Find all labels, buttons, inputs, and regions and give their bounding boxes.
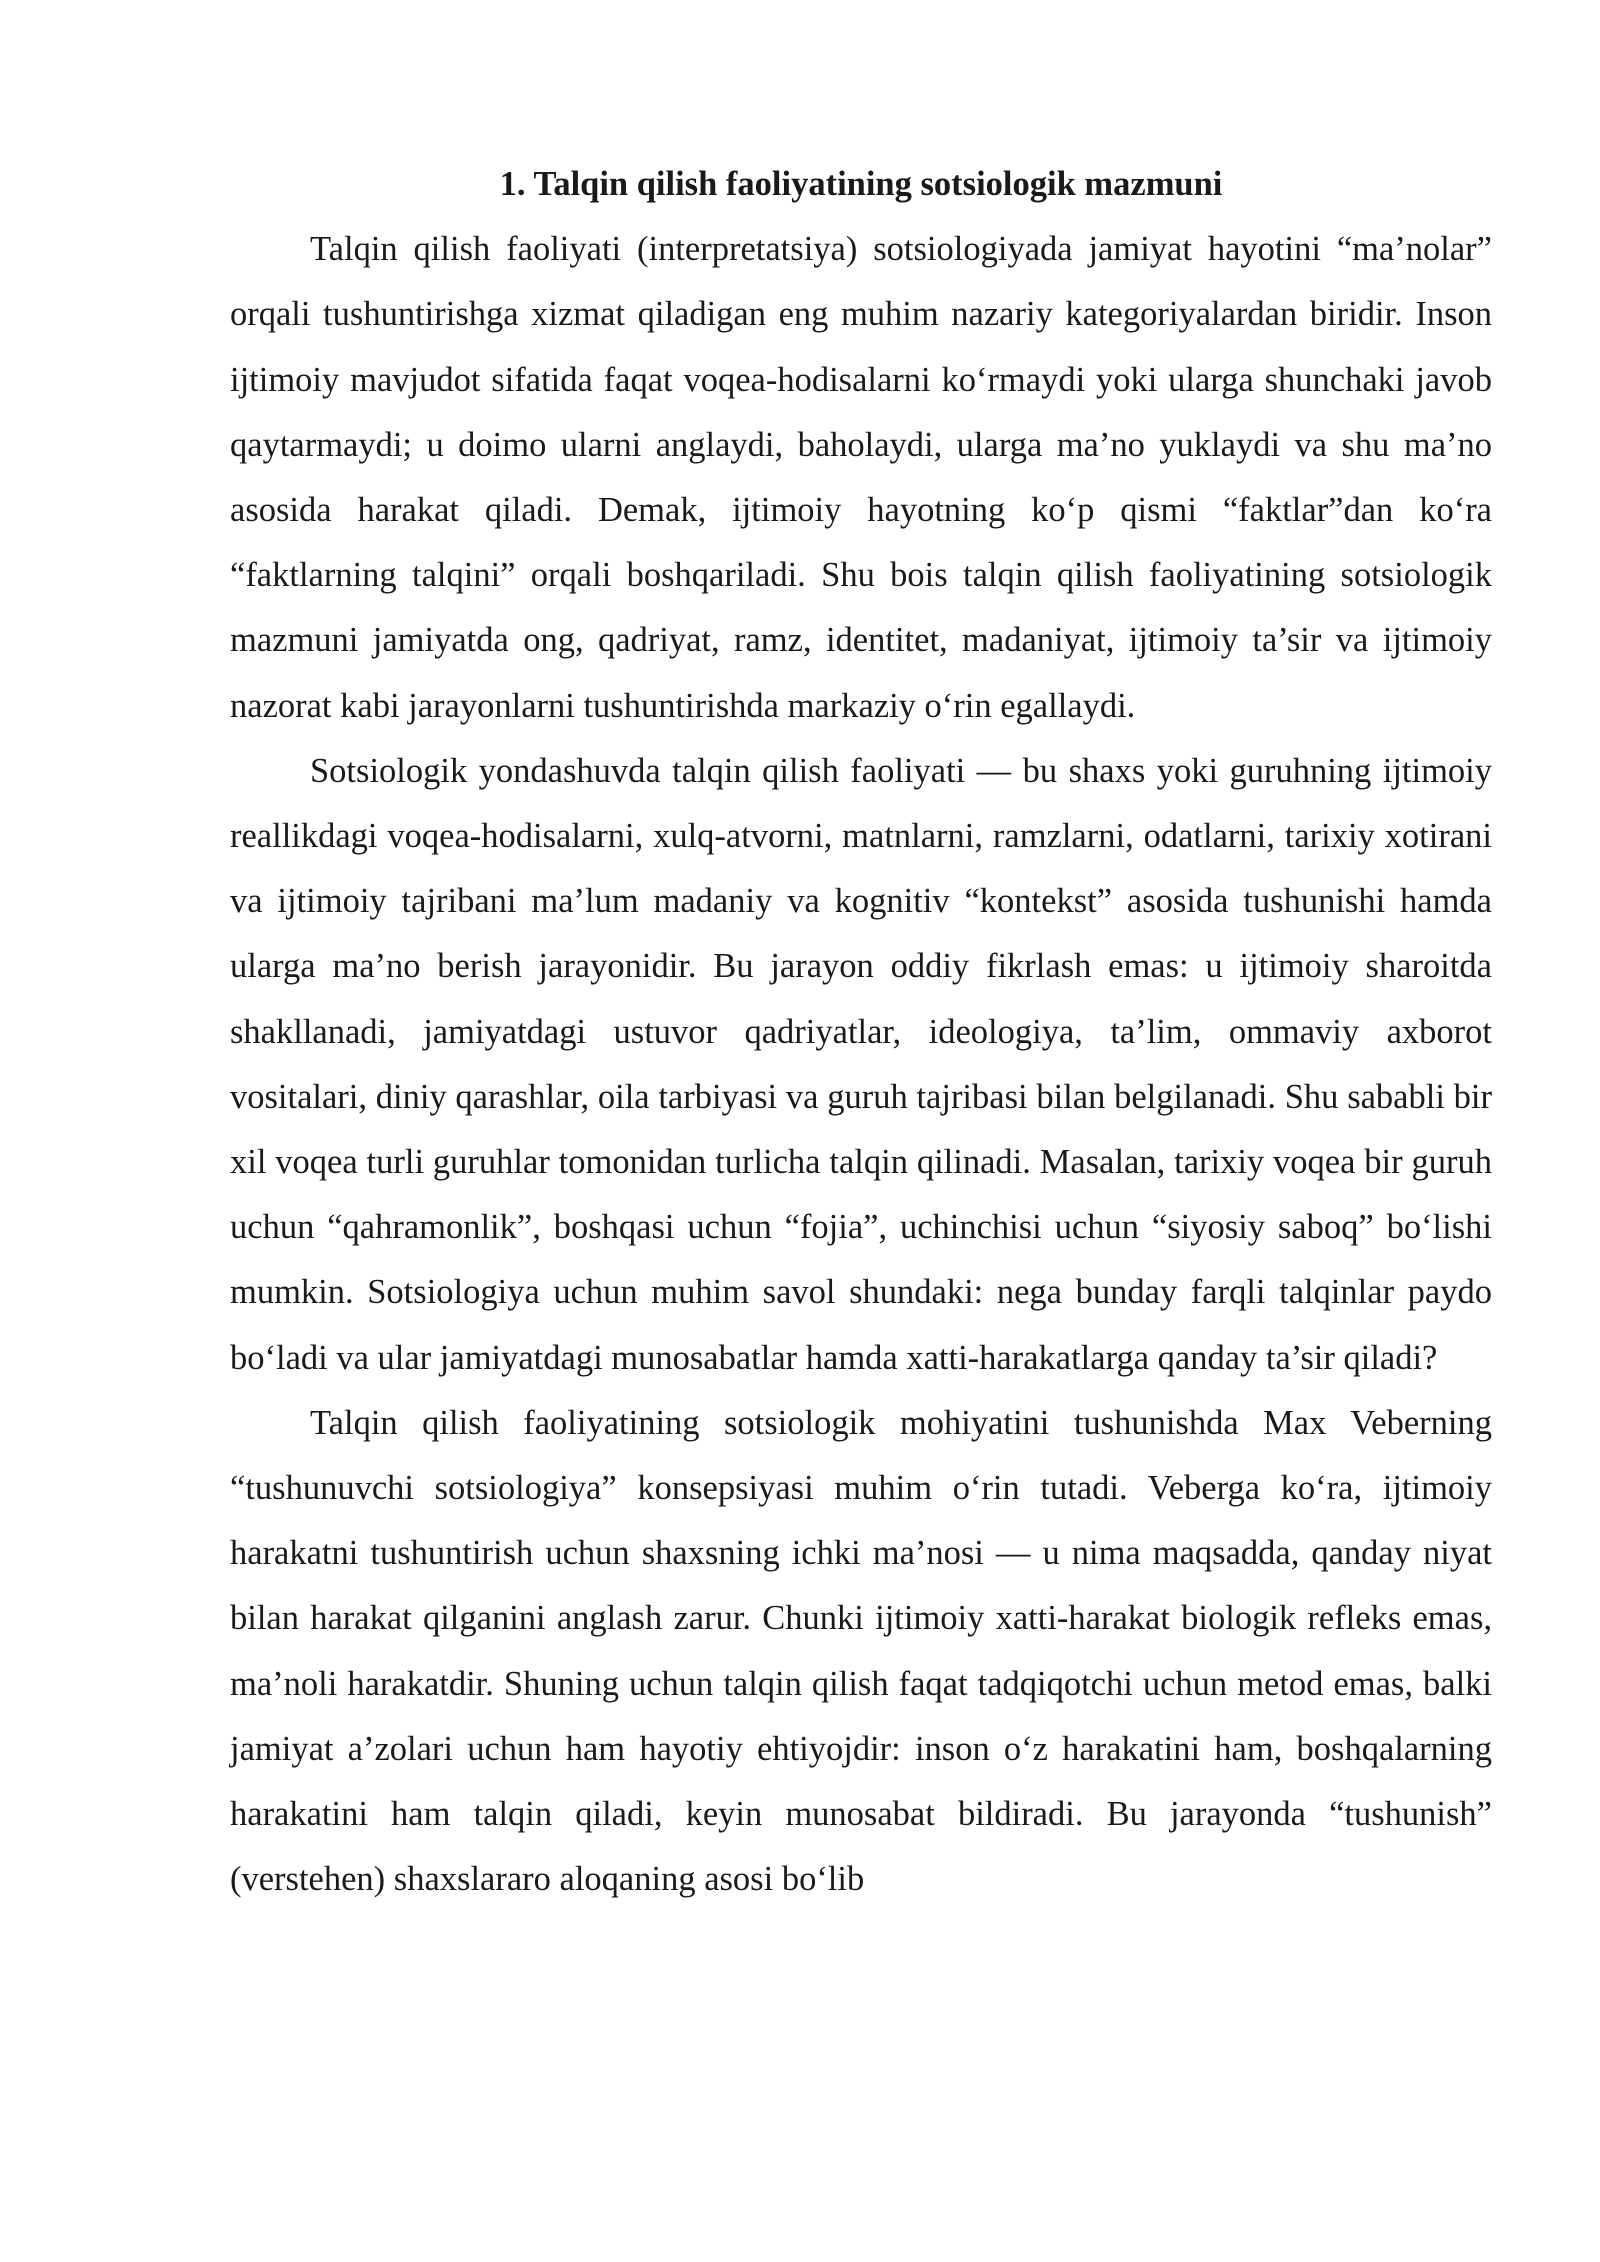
paragraph-2: Sotsiologik yondashuvda talqin qilish faoliyati — bu shaxs yoki guruhning ijtimoiy reallikdagi voqea-hodisalarni, xulq-atvorni, matnlarni, ramzlarni, odatlarni, tarixiy xotirani va ijtimoiy tajribani ma’lum madaniy va kognitiv “kontekst” asosida tushunishi hamda ularga ma’no berish jarayonidir. Bu jarayon oddiy fikrlash emas: u ijtimoiy sharoitda shakllanadi, jamiyatdagi ustuvor qadriyatlar, ideologiya, ta’lim, ommaviy axborot vositalari, diniy qarashlar, oila tarbiyasi va guruh tajribasi bilan belgilanadi. Shu sababli bir xil voqea turli guruhlar tomonidan turlicha talqin qilinadi. Masalan, tarixiy voqea bir guruh uchun “qahramonlik”, boshqasi uchun “fojia”, uchinchisi uchun “siyosiy saboq” bo‘lishi mumkin. Sotsiologiya uchun muhim savol shundaki: nega bunday farqli talqinlar paydo bo‘ladi va ular jamiyatdagi munosabatlar hamda xatti-harakatlarga qanday ta’sir qiladi? [230, 751, 1492, 1377]
document-body [230, 152, 1492, 1912]
paragraph-1: Talqin qilish faoliyati (interpretatsiya) sotsiologiyada jamiyat hayotini “ma’nolar” orqali tushuntirishga xizmat qiladigan eng muhim nazariy kategoriyalardan biridir. Inson ijtimoiy mavjudot sifatida faqat voqea-hodisalarni ko‘rmaydi yoki ularga shunchaki javob qaytarmaydi; u doimo ularni anglaydi, baholaydi, ularga ma’no yuklaydi va shu ma’no asosida harakat qiladi. Demak, ijtimoiy hayotning ko‘p qismi “faktlar”dan ko‘ra “faktlarning talqini” orqali boshqariladi. Shu bois talqin qilish faoliyatining sotsiologik mazmuni jamiyatda ong, qadriyat, ramz, identitet, madaniyat, ijtimoiy ta’sir va ijtimoiy nazorat kabi jarayonlarni tushuntirishda markaziy o‘rin egallaydi. [230, 230, 1492, 725]
paragraph-3: Talqin qilish faoliyatining sotsiologik mohiyatini tushunishda Max Veberning “tushunuvchi sotsiologiya” konsepsiyasi muhim o‘rin tutadi. Veberga ko‘ra, ijtimoiy harakatni tushuntirish uchun shaxsning ichki ma’nosi — u nima maqsadda, qanday niyat bilan harakat qilganini anglash zarur. Chunki ijtimoiy xatti-harakat biologik refleks emas, ma’noli harakatdir. Shuning uchun talqin qilish faqat tadqiqotchi uchun metod emas, balki jamiyat a’zolari uchun ham hayotiy ehtiyojdir: inson o‘z harakatini ham, boshqalarning harakatini ham talqin qiladi, keyin munosabat bildiradi. Bu jarayonda “tushunish” (verstehen) shaxslararo aloqaning asosi bo‘lib [230, 1403, 1492, 1899]
section-heading: 1. Talqin qilish faoliyatining sotsiologik mazmuni [499, 165, 1223, 203]
